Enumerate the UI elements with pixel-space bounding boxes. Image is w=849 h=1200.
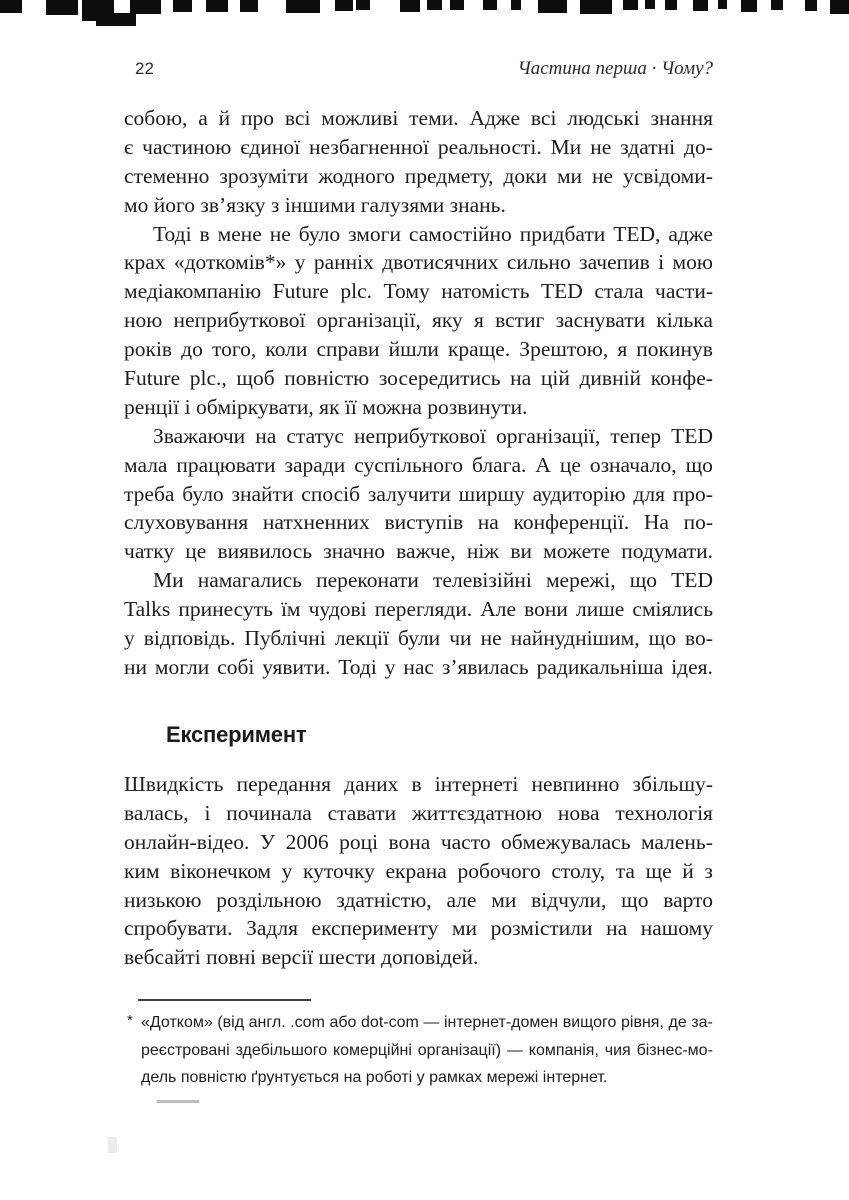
scan-artifact (718, 0, 727, 9)
text-line: Зважаючи на статус неприбуткової організації, тепер TED (153, 423, 713, 448)
text-line: Talks принесуть їм чудові перегляди. Але вони лише сміялись (124, 597, 713, 622)
text-line: Future plc., щоб повністю зосередитись на цій дивній конфе- (124, 366, 713, 391)
paragraph (124, 422, 713, 566)
scan-artifact (693, 0, 708, 11)
text-line: ною неприбуткової організації, яку я встиг заснувати кілька (124, 308, 713, 333)
scan-artifact (623, 0, 638, 10)
scan-artifact (356, 0, 370, 10)
paragraph (124, 104, 713, 220)
footnote-text (141, 1009, 713, 1092)
footnote-marker: * (127, 1012, 133, 1029)
text-line: ренції і обміркувати, як її можна розвинути. (124, 394, 528, 419)
text-line: спробувати. Задля експерименту ми розмістили на нашому (124, 916, 713, 941)
text-line: Ми намагались переконати телевізійні мережі, що TED (153, 568, 713, 593)
text-line: валась, і починала ставати життєздатною нова технологія (124, 800, 713, 825)
text-line: мала працювати заради суспільного блага. А це означало, що (124, 452, 713, 477)
scan-artifact (173, 0, 192, 12)
scan-artifact (741, 0, 757, 12)
scan-artifact (206, 0, 228, 12)
text-line: Тоді в мене не було змоги самостійно придбати TED, адже (153, 221, 713, 246)
running-head: Частина перша · Чому? (517, 58, 713, 79)
scan-artifact (46, 0, 78, 15)
scan-artifact (400, 0, 420, 12)
scan-artifact (335, 0, 353, 11)
scan-artifact (130, 0, 161, 14)
footnote-separator-rule (138, 999, 311, 1001)
page-number: 22 (135, 59, 154, 78)
scan-artifact (538, 0, 567, 13)
scan-artifact (0, 0, 22, 13)
scan-artifact (830, 0, 849, 14)
text-line: собою, а й про всі можливі теми. Адже всі людські знання (124, 106, 713, 130)
scan-artifact (157, 1100, 199, 1103)
text-line: у відповідь. Публічні лекції були чи не найнуднішим, що во- (124, 626, 713, 651)
text-line: стеменно зрозуміти жодного предмету, доки ми не усвідоми- (124, 163, 713, 188)
scan-artifact (665, 0, 677, 10)
text-line: чатку це виявилось значно важче, ніж ви можете подумати. (124, 539, 713, 564)
text-line: є частиною єдиної незбагненної реальності. Ми не здатні до- (124, 134, 713, 159)
body-text-block (124, 770, 713, 972)
text-line: років до того, коли справи йшли краще. Зрештою, я покинув (124, 337, 713, 362)
scan-artifact (286, 0, 320, 13)
paragraph (124, 220, 713, 422)
scan-artifact (645, 0, 655, 9)
text-line: треба було знайти спосіб залучити ширшу аудиторію для про- (124, 481, 713, 506)
scan-artifact (771, 0, 783, 10)
scan-artifact (108, 1137, 117, 1153)
section-heading: Експеримент (166, 722, 307, 747)
scan-artifact (511, 0, 521, 10)
text-line: медіакомпанію Future plc. Тому натомість TED стала части- (124, 279, 713, 304)
scan-artifact (483, 0, 497, 10)
paragraph (124, 770, 713, 972)
text-line: Швидкість передання даних в інтернеті невпинно збільшу- (124, 772, 713, 796)
scan-artifact (450, 0, 464, 10)
scan-artifact (580, 0, 612, 14)
body-text-block (124, 104, 713, 682)
text-line: ни могли собі уявити. Тоді у нас з’явилась радикальніша ідея. (124, 654, 713, 679)
text-line: онлайн-відео. У 2006 році вона часто обмежувалась малень- (124, 829, 713, 854)
text-line: дель повністю ґрунтується на роботі у рамках мережі інтернет. (141, 1069, 608, 1086)
paragraph (124, 566, 713, 682)
scan-artifact (805, 0, 817, 11)
text-line: мо його зв’язку з іншими галузями знань. (124, 192, 506, 217)
text-line: низькою роздільною здатністю, але ми відчули, що варто (124, 887, 713, 912)
text-line: реєстровані здебільшого комерційні організації) — компанія, чия бізнес-мо- (141, 1041, 713, 1059)
scan-artifact (96, 13, 136, 26)
scan-artifact (240, 0, 258, 12)
text-line: слуховування натхненних виступів на конференції. На по- (124, 510, 713, 535)
text-line: крах «доткомів*» у ранніх двотисячних сильно зачепив і мою (124, 250, 713, 275)
text-line: ким віконечком у куточку екрана робочого столу, та ще й з (124, 858, 713, 883)
text-line: «Дотком» (від англ. .com або dot-com — інтернет-домен вищого рівня, де за- (141, 1014, 713, 1031)
text-line: вебсайті повні версії шести доповідей. (124, 945, 479, 970)
scan-artifact (427, 0, 442, 10)
